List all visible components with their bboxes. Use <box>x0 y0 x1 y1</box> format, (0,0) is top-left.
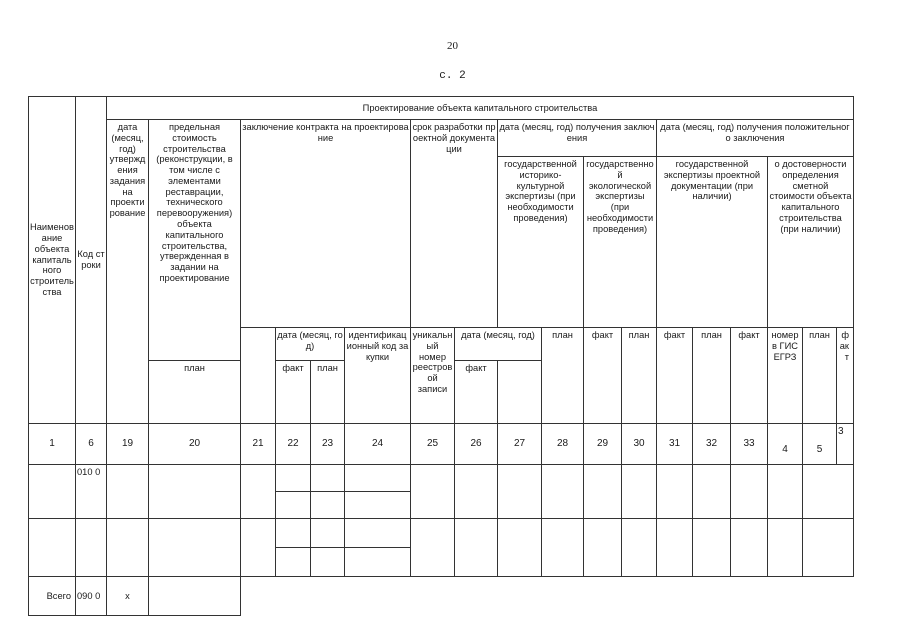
header-registry-number: уникальный номер реестровой записи <box>411 328 455 424</box>
header-ecological-expertise: государственной экологической экспертизы (при необходимости проведения) <box>584 157 657 328</box>
data-cell <box>657 465 693 519</box>
header-receipt-group: дата (месяц, год) получения заключения <box>498 120 657 157</box>
data-cell <box>345 519 411 548</box>
header-project-expertise: государственной экспертизы проектной документации (при наличии) <box>657 157 768 328</box>
column-number: 22 <box>276 424 311 465</box>
header-plan-31: план <box>693 328 731 424</box>
header-gis-number: номер в ГИС ЕГРЗ <box>768 328 803 424</box>
data-cell <box>276 519 311 548</box>
column-number: 6 <box>76 424 107 465</box>
data-cell <box>276 465 311 492</box>
data-cell <box>584 465 622 519</box>
header-historical-expertise: государственной историко-культурной экспертизы (при необходимости проведения) <box>498 157 584 328</box>
data-cell <box>542 519 584 577</box>
column-number: 21 <box>241 424 276 465</box>
page-number: 20 <box>447 40 458 52</box>
header-row-code: Код строки <box>76 97 107 424</box>
data-cell <box>455 519 498 577</box>
header-object-name: Наименование объекта капитального строительства <box>29 97 76 424</box>
sheet-label: с. 2 <box>439 70 466 82</box>
header-term-group: срок разработки проектной документации <box>411 120 498 328</box>
column-number: 25 <box>411 424 455 465</box>
data-cell <box>149 465 241 519</box>
data-cell <box>768 519 803 577</box>
data-cell <box>276 492 311 519</box>
header-term-date: дата (месяц, год) <box>455 328 542 361</box>
data-cell <box>241 465 276 519</box>
header-fact-32: факт <box>731 328 768 424</box>
column-number: 4 <box>782 444 788 456</box>
data-cell <box>768 465 803 519</box>
header-ident-code: идентификационный код закупки <box>345 328 411 424</box>
data-cell <box>693 519 731 577</box>
data-cell <box>657 519 693 577</box>
total-label: Всего <box>29 577 76 616</box>
data-cell <box>622 519 657 577</box>
column-number: 31 <box>657 424 693 465</box>
column-number: 32 <box>693 424 731 465</box>
data-cell <box>107 519 149 577</box>
header-plan-29: план <box>622 328 657 424</box>
total-mark: x <box>107 577 149 616</box>
header-plan-34: план <box>803 328 837 424</box>
data-cell <box>411 519 455 577</box>
data-cell <box>149 577 241 616</box>
header-term-fact: факт <box>455 361 498 424</box>
data-cell <box>542 465 584 519</box>
header-term-plan: план <box>311 361 345 424</box>
data-cell <box>311 519 345 548</box>
column-number: 26 <box>455 424 498 465</box>
data-cell <box>311 492 345 519</box>
data-cell <box>622 465 657 519</box>
data-cell <box>107 465 149 519</box>
header-cost-limit: предельная стоимость строительства (реконструкции, в том числе с элементами реставрации, технического перевооружения) объекта капитального строительства, утвержденная в задании на проектирование <box>149 120 241 361</box>
header-contract-group: заключение контракта на проектирование <box>241 120 411 328</box>
data-cell <box>411 465 455 519</box>
data-cell <box>455 465 498 519</box>
data-cell <box>345 492 411 519</box>
row-code-0100: 010 0 <box>76 465 107 519</box>
column-number: 20 <box>149 424 241 465</box>
data-cell <box>731 519 768 577</box>
header-plan-27: план <box>542 328 584 424</box>
design-form-table <box>28 96 854 616</box>
column-number: 30 <box>622 424 657 465</box>
header-positive-receipt-group: дата (месяц, год) получения положительного заключения <box>657 120 854 157</box>
data-cell <box>731 465 768 519</box>
data-cell <box>345 548 411 577</box>
header-contract-date: дата (месяц, год) <box>276 328 345 361</box>
column-number: 28 <box>542 424 584 465</box>
data-cell <box>345 465 411 492</box>
header-task-date: дата (месяц, год) утверждения задания на проектирование <box>107 120 149 424</box>
data-cell <box>241 519 276 577</box>
column-number: 29 <box>584 424 622 465</box>
data-cell <box>276 548 311 577</box>
header-estimate-reliability: о достоверности определения сметной стоимости объекта капитального строительства (при наличии) <box>768 157 854 328</box>
header-contract-plan: план <box>149 361 241 424</box>
header-fact-30: факт <box>657 328 693 424</box>
header-fact-35: ф акт <box>837 328 854 424</box>
data-cell <box>76 519 107 577</box>
column-number: 1 <box>29 424 76 465</box>
column-number: 3 <box>837 424 854 465</box>
column-number: 27 <box>498 424 542 465</box>
data-cell <box>29 465 76 519</box>
data-cell <box>693 465 731 519</box>
header-contract-fact: факт <box>276 361 311 424</box>
column-number: 33 <box>731 424 768 465</box>
data-cell <box>311 548 345 577</box>
data-cell <box>498 465 542 519</box>
column-number: 23 <box>311 424 345 465</box>
column-number: 5 <box>816 444 823 456</box>
data-cell <box>311 465 345 492</box>
column-number: 24 <box>345 424 411 465</box>
header-cost-spacer <box>241 328 276 424</box>
header-fact-28: факт <box>584 328 622 424</box>
row-code-0900: 090 0 <box>76 577 107 616</box>
data-cell <box>803 519 854 577</box>
header-design-group: Проектирование объекта капитального строительства <box>107 97 854 120</box>
data-cell <box>149 519 241 577</box>
column-number: 19 <box>107 424 149 465</box>
data-cell <box>498 519 542 577</box>
data-cell <box>584 519 622 577</box>
data-cell <box>29 519 76 577</box>
data-cell <box>803 465 854 519</box>
